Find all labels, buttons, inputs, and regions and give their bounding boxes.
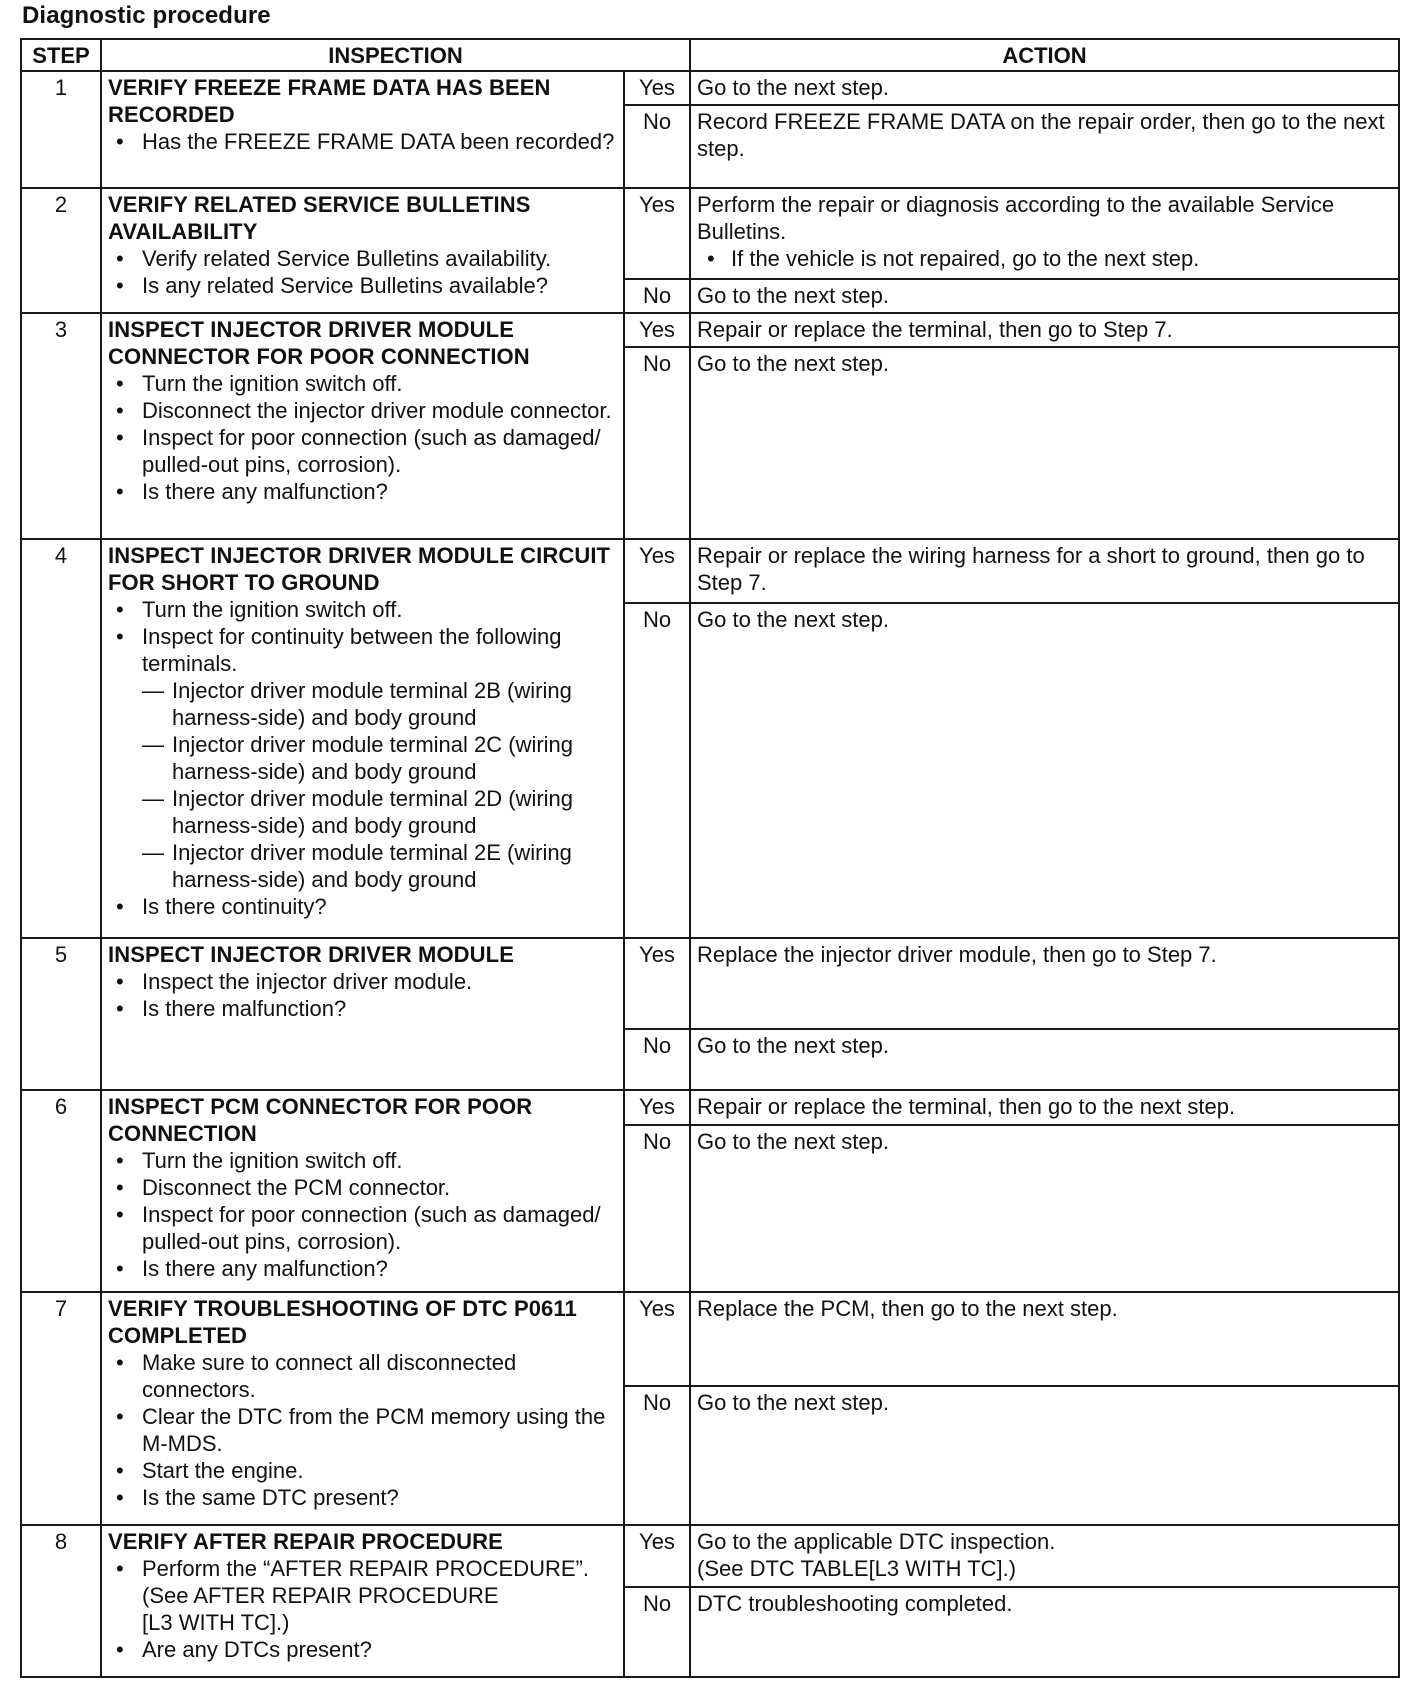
header-row bbox=[21, 39, 1399, 71]
step-1-yes-row bbox=[21, 71, 1399, 105]
inspection-list bbox=[108, 128, 617, 155]
inspection-list bbox=[108, 968, 617, 1022]
header-step: STEP bbox=[21, 39, 101, 71]
no-label: No bbox=[624, 1029, 690, 1089]
inspection-title: VERIFY TROUBLESHOOTING OF DTC P0611 COMPLETED bbox=[108, 1296, 577, 1349]
yes-action: Go to the next step. bbox=[690, 71, 1399, 105]
yes-action: Repair or replace the terminal, then go to the next step. bbox=[690, 1090, 1399, 1125]
step-number: 3 bbox=[21, 313, 101, 539]
yes-label: Yes bbox=[624, 1292, 690, 1386]
inspection-item: • Disconnect the injector driver module connector. bbox=[142, 397, 617, 424]
inspection-item: • Is the same DTC present? bbox=[142, 1484, 617, 1511]
action-sublist bbox=[697, 245, 1392, 272]
inspection-item: • Inspect the injector driver module. bbox=[142, 968, 617, 995]
yes-action: Repair or replace the wiring harness for a short to ground, then go to Step 7. bbox=[690, 539, 1399, 604]
inspection-item: • Start the engine. bbox=[142, 1457, 617, 1484]
yes-action: Perform the repair or diagnosis according to the available Service Bulletins. bbox=[697, 192, 1335, 245]
no-label: No bbox=[624, 105, 690, 188]
no-action: DTC troubleshooting completed. bbox=[690, 1587, 1399, 1677]
yes-label: Yes bbox=[624, 539, 690, 604]
inspection-item: • Turn the ignition switch off. bbox=[142, 596, 617, 623]
inspection-cell bbox=[101, 938, 624, 1090]
inspection-cell bbox=[101, 539, 624, 938]
inspection-item: • Is there any malfunction? bbox=[142, 1255, 617, 1282]
inspection-item: • Turn the ignition switch off. bbox=[142, 370, 617, 397]
inspection-item: • Is there malfunction? bbox=[142, 995, 617, 1022]
yes-label: Yes bbox=[624, 938, 690, 1029]
inspection-item: • Make sure to connect all disconnected connectors. bbox=[142, 1349, 617, 1403]
inspection-title: INSPECT INJECTOR DRIVER MODULE bbox=[108, 941, 514, 967]
terminal-item: — Injector driver module terminal 2B (wiring harness-side) and body ground bbox=[172, 677, 617, 731]
terminal-item: — Injector driver module terminal 2E (wiring harness-side) and body ground bbox=[172, 839, 617, 893]
no-action: Go to the next step. bbox=[690, 279, 1399, 313]
yes-action-cell bbox=[690, 188, 1399, 278]
yes-action: Repair or replace the terminal, then go to Step 7. bbox=[690, 313, 1399, 347]
inspection-item: • Perform the “AFTER REPAIR PROCEDURE”. (See AFTER REPAIR PROCEDURE [L3 WITH TC].) bbox=[142, 1555, 617, 1636]
inspection-list bbox=[108, 1555, 617, 1663]
inspection-item: • Are any DTCs present? bbox=[142, 1636, 617, 1663]
inspection-cell bbox=[101, 1090, 624, 1293]
terminal-item: — Injector driver module terminal 2C (wiring harness-side) and body ground bbox=[172, 731, 617, 785]
inspection-item: • Disconnect the PCM connector. bbox=[142, 1174, 617, 1201]
yes-label: Yes bbox=[624, 1090, 690, 1125]
inspection-item: • Is any related Service Bulletins available? bbox=[142, 272, 617, 299]
terminal-list bbox=[142, 677, 617, 893]
step-3-yes-row bbox=[21, 313, 1399, 347]
inspection-cell bbox=[101, 1525, 624, 1677]
no-action: Go to the next step. bbox=[690, 347, 1399, 538]
inspection-item: • Inspect for poor connection (such as damaged/ pulled-out pins, corrosion). bbox=[142, 1201, 617, 1255]
no-action: Go to the next step. bbox=[690, 603, 1399, 937]
inspection-title: INSPECT INJECTOR DRIVER MODULE CIRCUIT FOR SHORT TO GROUND bbox=[108, 542, 611, 595]
inspection-title: VERIFY RELATED SERVICE BULLETINS AVAILABILITY bbox=[108, 192, 531, 245]
inspection-item: • Verify related Service Bulletins availability. bbox=[142, 245, 617, 272]
yes-label: Yes bbox=[624, 313, 690, 347]
inspection-list bbox=[108, 1147, 617, 1282]
step-2-yes-row bbox=[21, 188, 1399, 278]
no-label: No bbox=[624, 1587, 690, 1677]
inspection-title: INSPECT PCM CONNECTOR FOR POOR CONNECTION bbox=[108, 1093, 533, 1146]
no-action: Go to the next step. bbox=[690, 1125, 1399, 1293]
step-7-yes-row bbox=[21, 1292, 1399, 1386]
step-number: 6 bbox=[21, 1090, 101, 1293]
step-5-yes-row bbox=[21, 938, 1399, 1029]
no-action: Record FREEZE FRAME DATA on the repair order, then go to the next step. bbox=[690, 105, 1399, 188]
inspection-title: VERIFY FREEZE FRAME DATA HAS BEEN RECORDED bbox=[108, 75, 551, 127]
no-label: No bbox=[624, 279, 690, 313]
inspection-item: • Inspect for poor connection (such as damaged/ pulled-out pins, corrosion). bbox=[142, 424, 617, 478]
yes-action: Replace the PCM, then go to the next step. bbox=[690, 1292, 1399, 1386]
step-number: 5 bbox=[21, 938, 101, 1090]
action-subitem: • If the vehicle is not repaired, go to the next step. bbox=[731, 245, 1392, 272]
inspection-title: VERIFY AFTER REPAIR PROCEDURE bbox=[108, 1529, 503, 1555]
inspection-item: • Turn the ignition switch off. bbox=[142, 1147, 617, 1174]
inspection-title: INSPECT INJECTOR DRIVER MODULE CONNECTOR FOR POOR CONNECTION bbox=[108, 317, 530, 370]
terminal-item: — Injector driver module terminal 2D (wiring harness-side) and body ground bbox=[172, 785, 617, 839]
no-label: No bbox=[624, 603, 690, 937]
inspection-cell bbox=[101, 188, 624, 313]
step-number: 7 bbox=[21, 1292, 101, 1525]
yes-action: Replace the injector driver module, then go to Step 7. bbox=[690, 938, 1399, 1029]
inspection-item: • Is there any malfunction? bbox=[142, 478, 617, 505]
diagnostic-table bbox=[20, 38, 1400, 1678]
header-inspection: INSPECTION bbox=[101, 39, 690, 71]
inspection-list bbox=[108, 370, 617, 505]
step-number: 2 bbox=[21, 188, 101, 313]
inspection-cell bbox=[101, 1292, 624, 1525]
no-label: No bbox=[624, 1125, 690, 1293]
inspection-item bbox=[142, 623, 617, 893]
yes-label: Yes bbox=[624, 1525, 690, 1587]
inspection-cell bbox=[101, 313, 624, 539]
yes-label: Yes bbox=[624, 188, 690, 278]
no-action: Go to the next step. bbox=[690, 1029, 1399, 1089]
yes-label: Yes bbox=[624, 71, 690, 105]
step-4-yes-row bbox=[21, 539, 1399, 604]
step-number: 8 bbox=[21, 1525, 101, 1677]
yes-action: Go to the applicable DTC inspection. (See DTC TABLE[L3 WITH TC].) bbox=[690, 1525, 1399, 1587]
inspection-item: • Has the FREEZE FRAME DATA been recorded? bbox=[142, 128, 617, 155]
no-label: No bbox=[624, 1386, 690, 1525]
step-number: 1 bbox=[21, 71, 101, 188]
document-title: Diagnostic procedure bbox=[22, 2, 271, 29]
inspection-list bbox=[108, 596, 617, 920]
inspection-cell bbox=[101, 71, 624, 188]
inspection-list bbox=[108, 1349, 617, 1511]
inspection-item: • Clear the DTC from the PCM memory using the M-MDS. bbox=[142, 1403, 617, 1457]
step-8-yes-row bbox=[21, 1525, 1399, 1587]
inspection-list bbox=[108, 245, 617, 299]
no-action: Go to the next step. bbox=[690, 1386, 1399, 1525]
no-label: No bbox=[624, 347, 690, 538]
inspection-item: • Is there continuity? bbox=[142, 893, 617, 920]
inspection-item-text: Inspect for continuity between the following terminals. bbox=[142, 623, 562, 676]
step-number: 4 bbox=[21, 539, 101, 938]
header-action: ACTION bbox=[690, 39, 1399, 71]
step-6-yes-row bbox=[21, 1090, 1399, 1125]
